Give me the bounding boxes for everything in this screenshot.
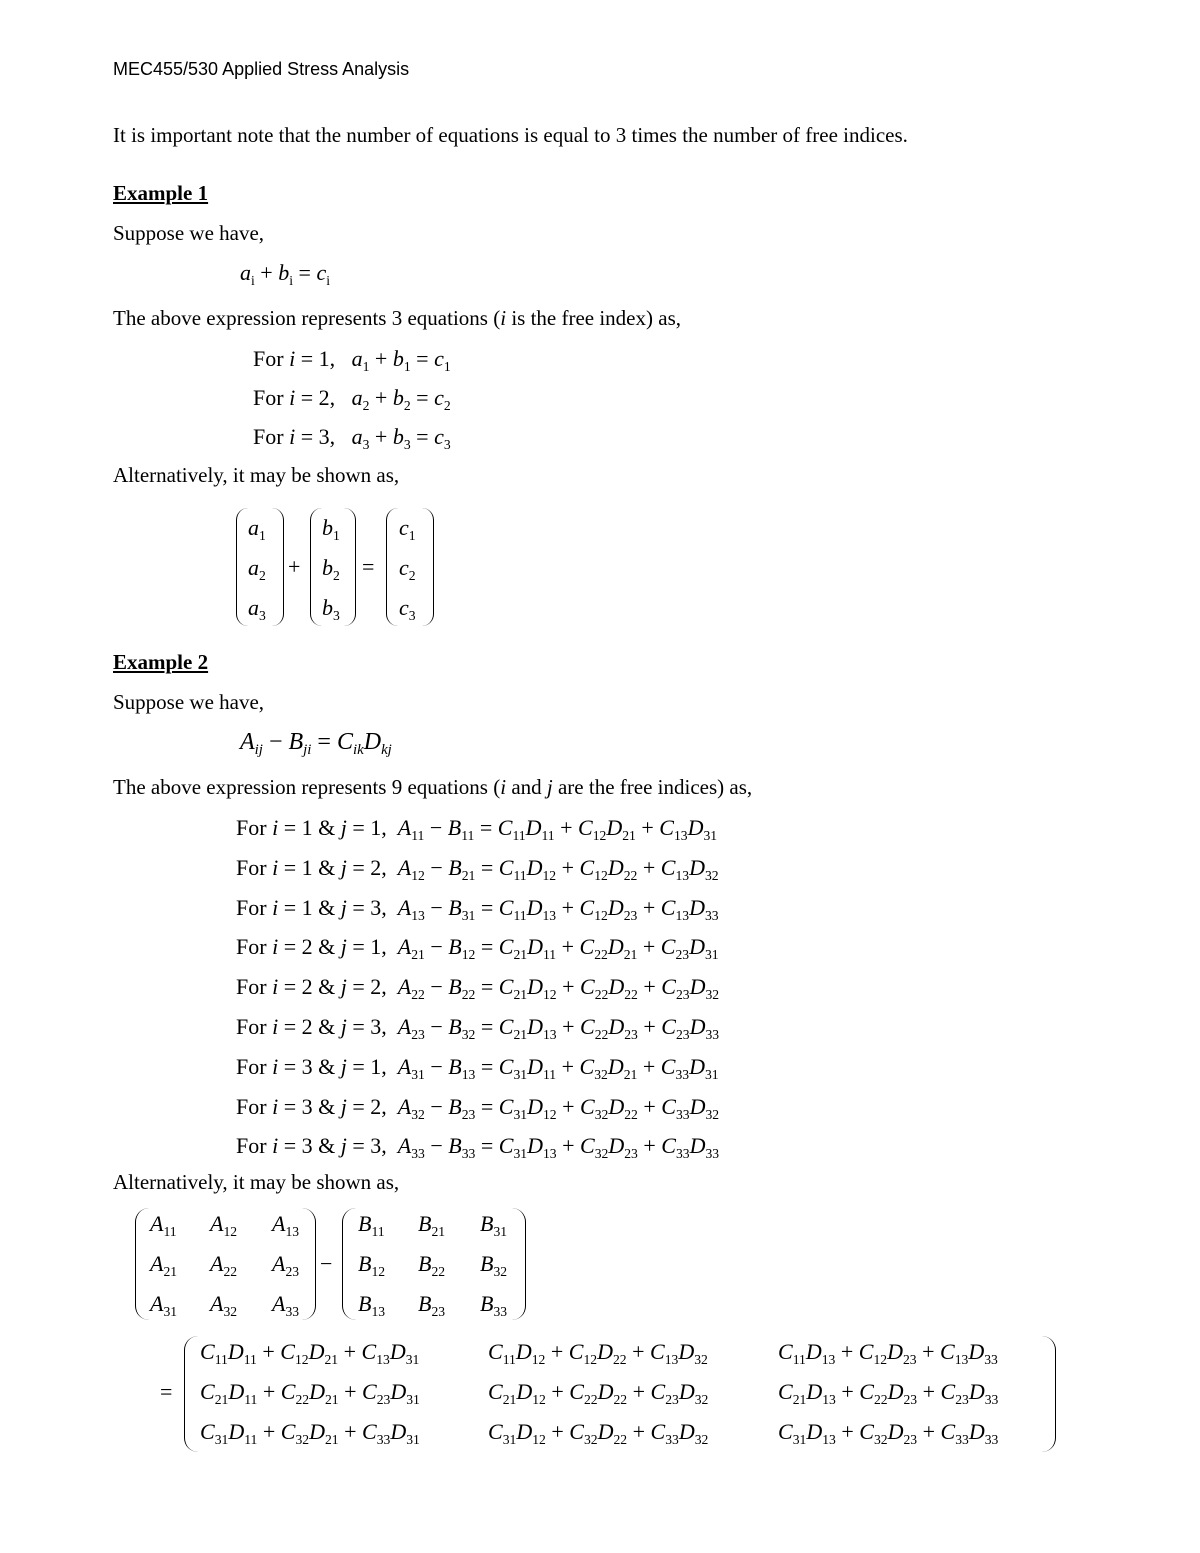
matrix-a-element: $A_{11}$: [150, 1211, 177, 1239]
matrix-cd-element: $C_{11}D_{13} + C_{12}D_{23} + C_{13}D_{33}$: [778, 1339, 998, 1367]
matrix-b-element: $B_{31}$: [480, 1211, 508, 1239]
vector-a-element: $a_3$: [248, 595, 266, 623]
left-paren: [342, 1208, 356, 1320]
right-paren: [344, 508, 356, 626]
vector-b-element: $b_3$: [322, 595, 340, 623]
example2-equation-4: For i = 2 & j = 1, $A_{21} - B_{12} = C_{21}D_{11} + C_{22}D_{21} + C_{23}D_{31}$: [236, 934, 719, 963]
matrix-cd-element: $C_{21}D_{12} + C_{22}D_{22} + C_{23}D_{32}$: [488, 1379, 709, 1407]
example2-equation-6: For i = 2 & j = 3, $A_{23} - B_{32} = C_{21}D_{13} + C_{22}D_{23} + C_{23}D_{33}$: [236, 1014, 720, 1042]
matrix-a-element: $A_{31}$: [150, 1291, 178, 1319]
example1-alternatively: Alternatively, it may be shown as,: [113, 463, 400, 487]
matrix-b-element: $B_{32}$: [480, 1251, 508, 1279]
matrix-a-element: $A_{13}$: [272, 1211, 300, 1239]
example2-equation-7: For i = 3 & j = 1, $A_{31} - B_{13} = C_{31}D_{11} + C_{32}D_{21} + C_{33}D_{31}$: [236, 1053, 719, 1082]
example1-represents: The above expression represents 3 equations (i is the free index) as,: [113, 306, 681, 330]
matrix-cd-element: $C_{31}D_{13} + C_{32}D_{23} + C_{33}D_{33}$: [778, 1419, 999, 1447]
plus-operator: +: [288, 554, 301, 579]
matrix-a-element: $A_{32}$: [210, 1291, 238, 1319]
vector-b-element: $b_1$: [322, 515, 340, 543]
example2-equation-9: For i = 3 & j = 3, $A_{33} - B_{33} = C_{31}D_{13} + C_{32}D_{23} + C_{33}D_{33}$: [236, 1133, 720, 1162]
example2-equation-3: For i = 1 & j = 3, $A_{13} - B_{31} = C_{11}D_{13} + C_{12}D_{23} + C_{13}D_{33}$: [236, 894, 719, 923]
matrix-cd-element: $C_{21}D_{13} + C_{22}D_{23} + C_{23}D_{33}$: [778, 1379, 999, 1407]
example2-equation-5: For i = 2 & j = 2, $A_{22} - B_{22} = C_{21}D_{12} + C_{22}D_{22} + C_{23}D_{32}$: [236, 974, 720, 1002]
vector-c-element: $c_3$: [399, 595, 416, 623]
example2-suppose: Suppose we have,: [113, 690, 265, 714]
matrix-a-element: $A_{22}$: [210, 1251, 238, 1279]
example1-equation-2: For i = 2, $a_2 + b_2 = c_2$: [253, 385, 451, 413]
equals-operator: =: [160, 1379, 173, 1404]
example1-expression: $a_i + b_i = c_i$: [240, 260, 330, 288]
left-paren: [184, 1336, 198, 1452]
right-paren: [272, 508, 284, 626]
matrix-cd-element: $C_{11}D_{12} + C_{12}D_{22} + C_{13}D_{32}$: [488, 1339, 708, 1367]
intro-paragraph: It is important note that the number of equations is equal to 3 times the number of free indices.: [113, 123, 908, 147]
matrix-b-element: $B_{12}$: [358, 1251, 386, 1279]
right-paren: [422, 508, 434, 626]
vector-b-element: $b_2$: [322, 555, 340, 583]
matrix-b-element: $B_{13}$: [358, 1291, 386, 1319]
matrix-a-element: $A_{21}$: [150, 1251, 178, 1279]
matrix-b-element: $B_{22}$: [418, 1251, 446, 1279]
equals-operator: =: [362, 554, 375, 579]
right-paren: [512, 1208, 526, 1320]
example2-equation-1: For i = 1 & j = 1, $A_{11} - B_{11} = C_{11}D_{11} + C_{12}D_{21} + C_{13}D_{31}$: [236, 815, 718, 843]
vector-c-element: $c_2$: [399, 555, 416, 583]
left-paren: [135, 1208, 149, 1320]
right-paren: [302, 1208, 316, 1320]
example1-title: Example 1: [113, 181, 209, 205]
vector-a-element: $a_1$: [248, 515, 266, 543]
matrix-cd-element: $C_{31}D_{12} + C_{32}D_{22} + C_{33}D_{32}$: [488, 1419, 709, 1447]
matrix-a-element: $A_{33}$: [272, 1291, 300, 1319]
left-paren: [386, 508, 398, 626]
right-paren: [1042, 1336, 1056, 1452]
example1-equation-1: For i = 1, $a_1 + b_1 = c_1$: [253, 346, 451, 374]
left-paren: [236, 508, 248, 626]
matrix-cd-element: $C_{11}D_{11} + C_{12}D_{21} + C_{13}D_{31}$: [200, 1339, 420, 1367]
vector-c-element: $c_1$: [399, 515, 416, 543]
page-header: MEC455/530 Applied Stress Analysis: [113, 59, 410, 79]
matrix-cd-element: $C_{31}D_{11} + C_{32}D_{21} + C_{33}D_{31}$: [200, 1419, 420, 1447]
example2-equation-8: For i = 3 & j = 2, $A_{32} - B_{23} = C_{31}D_{12} + C_{32}D_{22} + C_{33}D_{32}$: [236, 1093, 720, 1122]
matrix-b-element: $B_{23}$: [418, 1291, 446, 1319]
example2-title: Example 2: [113, 650, 209, 674]
example1-equation-3: For i = 3, $a_3 + b_3 = c_3$: [253, 424, 451, 452]
minus-operator: −: [320, 1251, 333, 1276]
left-paren: [310, 508, 322, 626]
matrix-b-element: $B_{11}$: [358, 1211, 385, 1239]
matrix-a-element: $A_{12}$: [210, 1211, 238, 1239]
example2-equation-2: For i = 1 & j = 2, $A_{12} - B_{21} = C_{11}D_{12} + C_{12}D_{22} + C_{13}D_{32}$: [236, 854, 719, 883]
example1-suppose: Suppose we have,: [113, 221, 265, 245]
example2-alternatively: Alternatively, it may be shown as,: [113, 1170, 400, 1194]
vector-a-element: $a_2$: [248, 555, 266, 583]
matrix-a-element: $A_{23}$: [272, 1251, 300, 1279]
example2-represents: The above expression represents 9 equations (i and j are the free indices) as,: [113, 775, 753, 799]
matrix-b-element: $B_{33}$: [480, 1291, 508, 1319]
example2-expression: $A_{ij} - B_{ji} = C_{ik}D_{kj}$: [240, 729, 392, 759]
matrix-b-element: $B_{21}$: [418, 1211, 446, 1239]
matrix-cd-element: $C_{21}D_{11} + C_{22}D_{21} + C_{23}D_{31}$: [200, 1379, 420, 1407]
